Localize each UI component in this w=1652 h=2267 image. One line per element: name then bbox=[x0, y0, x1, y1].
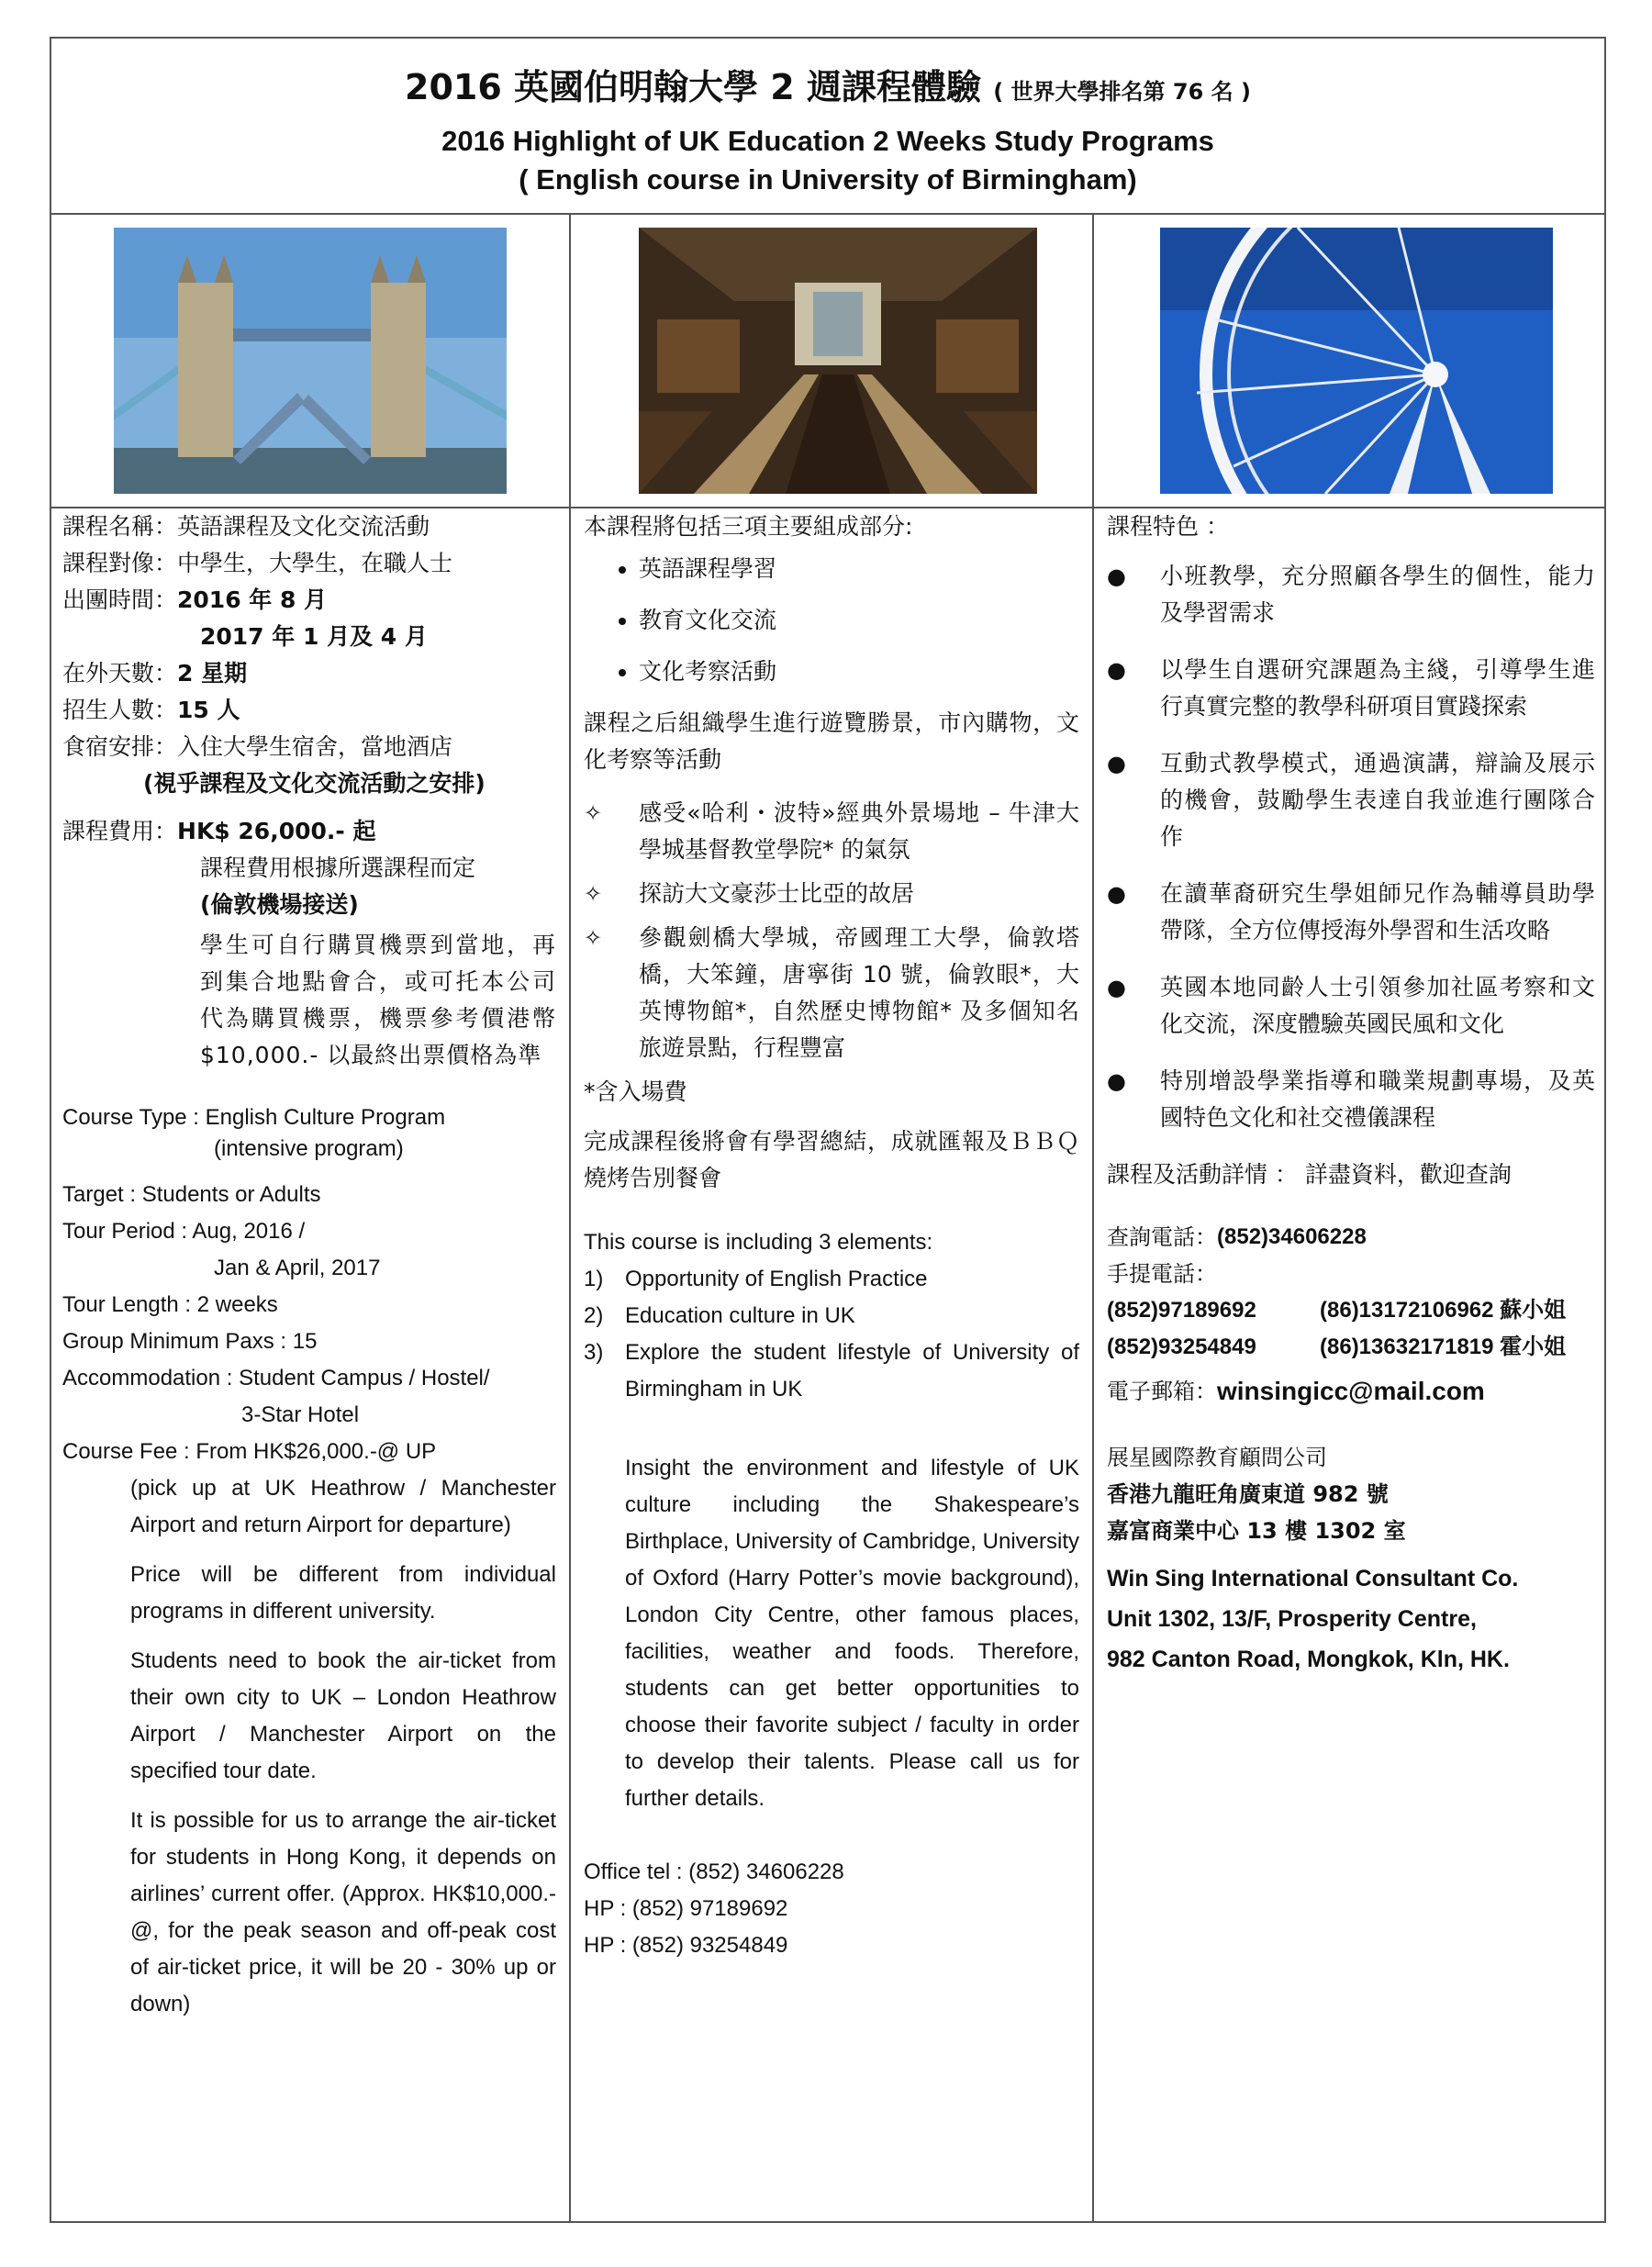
ranking-note: ( 世界大學排名第 76 名 ) bbox=[993, 79, 1251, 105]
star-icon: ✧ bbox=[584, 925, 603, 951]
target-label: 課程對像： bbox=[62, 550, 178, 576]
en-target: Target : Students or Adults bbox=[62, 1182, 321, 1207]
star-icon: ✧ bbox=[584, 881, 603, 907]
address-en-2: 982 Canton Road, Mongkok, Kln, HK. bbox=[1107, 1647, 1510, 1672]
feature-text: 英國本地同齡人士引領參加社區考察和文化交流，深度體驗英國民風和文化 bbox=[1160, 974, 1595, 1037]
en-pax: Group Minimum Paxs : 15 bbox=[62, 1329, 318, 1354]
mobile-label: 手提電話： bbox=[1107, 1261, 1217, 1287]
feature-text: 小班教學，充分照顧各學生的個性，能力及學習需求 bbox=[1160, 563, 1595, 626]
period-value-1: 2016 年 8 月 bbox=[177, 586, 328, 613]
en-period: Tour Period : Aug, 2016 / bbox=[62, 1219, 306, 1244]
mobile-hk: (852)93254849 bbox=[1107, 1335, 1256, 1359]
program-intro: 本課程將包括三項主要組成部分: bbox=[584, 513, 913, 540]
pax-label: 招生人數： bbox=[62, 697, 178, 723]
period-value-2: 2017 年 1 月及 4 月 bbox=[200, 623, 428, 650]
feature-item bbox=[1107, 745, 1595, 855]
middle-english-block bbox=[584, 1224, 1079, 1964]
en-course-type-2: (intensive program) bbox=[214, 1136, 404, 1161]
fee-value: HK$ 26,000.- 起 bbox=[177, 818, 376, 844]
phone-label: 查詢電話： bbox=[1107, 1224, 1217, 1250]
ticket-note: *含入場費 bbox=[584, 1078, 687, 1105]
period-row bbox=[62, 582, 556, 619]
program-part: • 文化考察活動 bbox=[639, 653, 1079, 690]
mobile-row bbox=[1107, 1329, 1595, 1366]
program-parts-list bbox=[584, 551, 1079, 690]
highlight-text: 探訪大文豪莎士比亞的故居 bbox=[639, 880, 915, 907]
en-element-item bbox=[584, 1335, 1079, 1408]
column-divider-2 bbox=[1092, 213, 1094, 2223]
accommodation-note: (視乎課程及文化交流活動之安排) bbox=[143, 770, 486, 797]
course-name-value: 英語課程及文化交流活動 bbox=[177, 513, 430, 540]
email-row bbox=[1107, 1373, 1595, 1410]
accommodation-label: 食宿安排： bbox=[62, 733, 178, 760]
contact-block bbox=[1107, 1219, 1595, 1680]
en-accommodation: Accommodation : Student Campus / Hostel/ bbox=[62, 1366, 490, 1390]
feature-item bbox=[1107, 876, 1595, 949]
course-name-label: 課程名稱： bbox=[62, 513, 178, 540]
en-element-number: 1) bbox=[584, 1267, 604, 1291]
middle-column bbox=[584, 508, 1079, 1964]
details-text: 課程及活動詳情 ： 詳盡資料，歡迎查詢 bbox=[1107, 1161, 1512, 1188]
highlight-item bbox=[584, 920, 1079, 1066]
title-english-2: ( English course in University of Birmingham) bbox=[519, 163, 1137, 195]
target-row bbox=[62, 545, 556, 582]
program-after-text: 課程之后組織學生進行遊覽勝景，市內購物，文化考察等活動 bbox=[584, 709, 1079, 773]
en-insight-paragraph: Insight the environment and lifestyle of UK culture including the Shakespeare’s Birthplace, University of Cambridge, University of Oxford (Harry Potter’s movie background), London City Centre, other famous places, facilities, weather and foods. Therefore, students can get better opportunities to choose their favorite subject / faculty in order to develop their talents. Please call us for further details. bbox=[625, 1456, 1079, 1811]
left-column bbox=[62, 508, 556, 2023]
great-hall-photo bbox=[639, 228, 1037, 494]
hp-1: HP : (852) 97189692 bbox=[584, 1896, 788, 1921]
email-label: 電子郵箱： bbox=[1107, 1379, 1217, 1404]
email-link[interactable]: winsingicc@mail.com bbox=[1217, 1377, 1485, 1405]
mobile-cn: (86)13632171819 霍小姐 bbox=[1320, 1335, 1567, 1359]
bullet-icon: ● bbox=[1107, 751, 1126, 776]
feature-text: 在讀華裔研究生學姐師兄作為輔導員助學帶隊，全方位傳授海外學習和生活攻略 bbox=[1160, 880, 1595, 944]
target-value: 中學生，大學生，在職人士 bbox=[177, 550, 453, 576]
en-element-item bbox=[584, 1261, 1079, 1298]
bullet-icon: ● bbox=[1107, 657, 1126, 683]
en-course-type: Course Type : English Culture Program bbox=[62, 1105, 446, 1130]
en-elements-intro: This course is including 3 elements: bbox=[584, 1230, 933, 1255]
london-eye-photo bbox=[1160, 228, 1553, 494]
length-label: 在外天數： bbox=[62, 660, 178, 687]
feature-text: 特別增設學業指導和職業規劃專場，及英國特色文化和社交禮儀課程 bbox=[1160, 1067, 1595, 1131]
highlight-item bbox=[584, 876, 1079, 912]
hp-2: HP : (852) 93254849 bbox=[584, 1933, 788, 1958]
feature-item bbox=[1107, 558, 1595, 631]
en-period-2: Jan & April, 2017 bbox=[214, 1256, 381, 1280]
en-accommodation-2: 3-Star Hotel bbox=[241, 1402, 360, 1427]
company-name-zh: 展星國際教育顧問公司 bbox=[1107, 1445, 1327, 1470]
mobile-hk: (852)97189692 bbox=[1107, 1298, 1256, 1323]
closing-text: 完成課程後將會有學習總結，成就匯報及ＢＢＱ燒烤告別餐會 bbox=[584, 1128, 1079, 1191]
address-zh-1: 香港九龍旺角廣東道 982 號 bbox=[1107, 1481, 1389, 1507]
fee-row bbox=[62, 813, 556, 850]
en-element-number: 2) bbox=[584, 1303, 604, 1328]
en-element-text: Opportunity of English Practice bbox=[625, 1267, 928, 1291]
length-row bbox=[62, 655, 556, 692]
en-fee-para-3: Students need to book the air-ticket from their own city to UK – London Heathrow Airport / Manchester Airport on the specified tour date. bbox=[130, 1648, 556, 1783]
pax-value: 15 人 bbox=[177, 697, 240, 723]
company-name-en: Win Sing International Consultant Co. bbox=[1107, 1566, 1519, 1591]
feature-item bbox=[1107, 652, 1595, 725]
features-title: 課程特色 ： bbox=[1107, 513, 1229, 540]
bullet-icon: ● bbox=[1107, 564, 1126, 589]
mobile-row bbox=[1107, 1292, 1595, 1329]
phone-value: (852)34606228 bbox=[1217, 1224, 1367, 1249]
highlight-item bbox=[584, 795, 1079, 868]
title-zh-text: 2016 英國伯明翰大學 2 週課程體驗 bbox=[405, 67, 981, 107]
phone-row bbox=[1107, 1219, 1595, 1256]
bullet-icon: ● bbox=[1107, 975, 1126, 1000]
title-english-1: 2016 Highlight of UK Education 2 Weeks Study Programs bbox=[441, 125, 1214, 157]
mobile-cn: (86)13172106962 蘇小姐 bbox=[1320, 1298, 1567, 1323]
feature-item bbox=[1107, 969, 1595, 1043]
pax-row bbox=[62, 692, 556, 729]
en-element-text: Explore the student lifestyle of University of Birmingham in UK bbox=[625, 1340, 1079, 1402]
title-chinese bbox=[51, 59, 1604, 109]
bullet-icon: ● bbox=[1107, 1068, 1126, 1094]
en-element-text: Education culture in UK bbox=[625, 1303, 855, 1328]
column-divider-1 bbox=[569, 213, 571, 2223]
fee-note-2: (倫敦機場接送) bbox=[200, 891, 359, 918]
en-length: Tour Length : 2 weeks bbox=[62, 1292, 278, 1317]
right-column bbox=[1107, 508, 1595, 1680]
program-part: • 教育文化交流 bbox=[639, 602, 1079, 639]
feature-text: 互動式教學模式，通過演講，辯論及展示的機會，鼓勵學生表達自我並進行團隊合作 bbox=[1160, 750, 1595, 850]
highlight-text: 感受«哈利・波特»經典外景場地 – 牛津大學城基督教堂學院* 的氣氛 bbox=[639, 799, 1079, 863]
star-icon: ✧ bbox=[584, 800, 603, 826]
length-value: 2 星期 bbox=[177, 660, 248, 687]
flyer-frame bbox=[50, 37, 1606, 2223]
feature-item bbox=[1107, 1063, 1595, 1136]
highlights-list bbox=[584, 795, 1079, 1066]
accommodation-value: 入住大學生宿舍，當地酒店 bbox=[177, 733, 453, 760]
tower-bridge-photo bbox=[114, 228, 507, 494]
accommodation-row bbox=[62, 729, 556, 765]
en-fee-para-4: It is possible for us to arrange the air-ticket for students in Hong Kong, it depends on airlines’ current offer. (Approx. HK$10,000.-@, for the peak season and off-peak cost of air-ticket price, it will be 20 - 30% up or down) bbox=[130, 1808, 556, 2016]
address-en-1: Unit 1302, 13/F, Prosperity Centre, bbox=[1107, 1606, 1477, 1632]
office-tel: Office tel : (852) 34606228 bbox=[584, 1859, 844, 1884]
header-row bbox=[51, 39, 1604, 215]
fee-note-1: 課程費用根據所選課程而定 bbox=[200, 854, 476, 881]
en-element-number: 3) bbox=[584, 1340, 604, 1365]
course-name-row bbox=[62, 508, 556, 545]
en-element-item bbox=[584, 1298, 1079, 1335]
program-part: • 英語課程學習 bbox=[639, 551, 1079, 587]
address-zh-2: 嘉富商業中心 13 樓 1302 室 bbox=[1107, 1518, 1406, 1544]
bullet-icon: ● bbox=[1107, 881, 1126, 907]
period-label: 出團時間： bbox=[62, 586, 178, 613]
en-fee-para-2: Price will be different from individual programs in different university. bbox=[130, 1562, 556, 1624]
en-fee-para-1: (pick up at UK Heathrow / Manchester Airport and return Airport for departure) bbox=[130, 1476, 556, 1537]
highlight-text: 參觀劍橋大學城，帝國理工大學，倫敦塔橋，大笨鐘，唐寧街 10 號，倫敦眼*，大英博物館*，自然歷史博物館* 及多個知名旅遊景點，行程豐富 bbox=[639, 924, 1079, 1061]
en-course-fee: Course Fee : From HK$26,000.-@ UP bbox=[62, 1439, 437, 1464]
fee-label: 課程費用： bbox=[62, 818, 178, 844]
left-english-block bbox=[62, 1100, 556, 2023]
feature-text: 以學生自選研究課題為主綫，引導學生進行真實完整的教學科研項目實踐探索 bbox=[1160, 656, 1595, 720]
fee-note-3: 學生可自行購買機票到當地，再到集合地點會合，或可托本公司代為購買機票，機票參考價港幣 $10,000.- 以最終出票價格為準 bbox=[200, 932, 556, 1068]
